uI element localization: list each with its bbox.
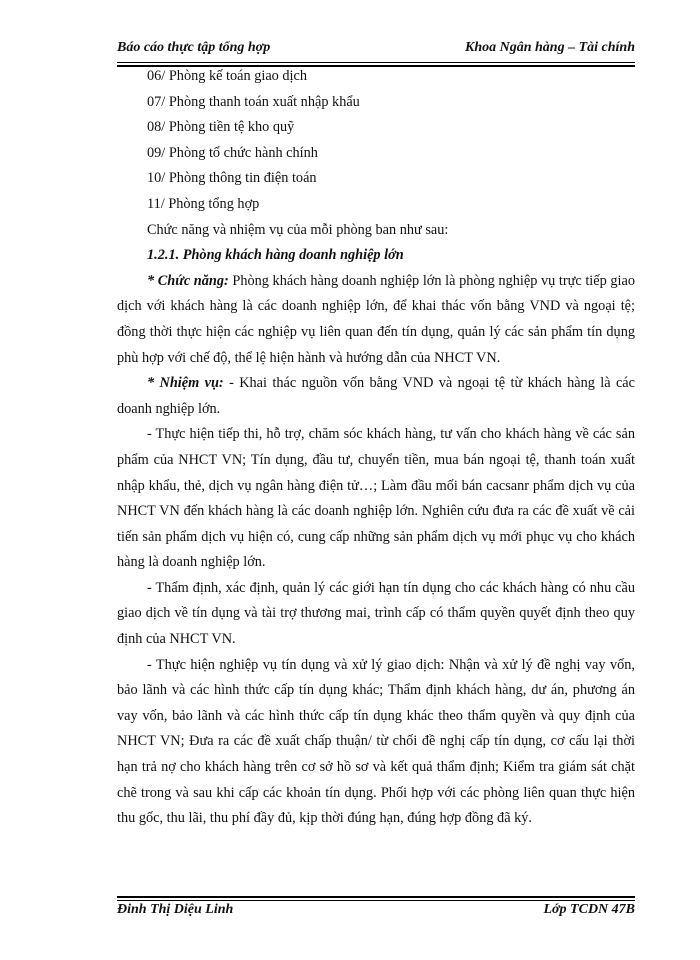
list-item: 07/ Phòng thanh toán xuất nhập khẩu xyxy=(147,93,360,110)
intro-text: Chức năng và nhiệm vụ của mỗi phòng ban như sau: xyxy=(147,221,449,238)
duty-text: - Khai thác nguồn vốn bằng VND và ngoại tệ từ khách hàng là các doanh nghiệp lớn. xyxy=(117,375,636,417)
footer-rule xyxy=(117,896,635,901)
list-item: 10/ Phòng thông tin điện toán xyxy=(147,170,317,187)
body-paragraph: - Thực hiện nghiệp vụ tín dụng và xử lý giao dịch: Nhận và xử lý đề nghị vay vốn, bảo lãnh và các hình thức cấp tín dụng khác; Thẩm định khách hàng, dư án, phương án vay vốn, bảo lãnh và các hình thức cấp tín dụng khác theo thẩm quyền và quy định của NHCT VN; Đưa ra các đề xuất chấp thuận/ từ chối đề nghị cấp tín dụng, cơ cấu lại thời hạn trả nợ cho khách hàng trên cơ sở hồ sơ và kết quả thẩm định; Kiểm tra giám sát chặt chẽ trong và sau khi cấp các khoản tín dụng. Phối hợp với các phòng liên quan thực hiện thu gốc, thu lãi, thu phí đầy đủ, kịp thời đúng hạn, đúng hợp đồng đã ký. xyxy=(117,656,635,827)
document-body xyxy=(117,64,635,832)
function-text: Phòng khách hàng doanh nghiệp lớn là phòng nghiệp vụ trực tiếp giao dịch với khách hàng là các doanh nghiệp lớn, để khai thác vốn bằng VND và ngoại tệ; đồng thời thực hiện các nghiệp vụ liên quan đến tín dụng, quản lý các sản phẩm tín dụng phù hợp với chế độ, thể lệ hiện hành và hướng dẫn của NHCT VN. xyxy=(117,272,636,366)
list-item: 08/ Phòng tiền tệ kho quỹ xyxy=(147,119,295,136)
section-title: 1.2.1. Phòng khách hàng doanh nghiệp lớn xyxy=(147,247,404,264)
header-right-title: Khoa Ngân hàng – Tài chính xyxy=(465,40,635,55)
body-paragraph: - Thẩm định, xác định, quản lý các giới hạn tín dụng cho các khách hàng có nhu cầu giao dịch về tín dụng và tài trợ thương mai, trình cấp có thẩm quyền quyết định theo quy định của NHCT VN. xyxy=(117,579,635,648)
function-paragraph xyxy=(117,269,635,371)
duty-label: * Nhiệm vụ: xyxy=(147,375,224,392)
list-item: 06/ Phòng kế toán giao dịch xyxy=(147,68,308,84)
list-item: 11/ Phòng tổng hợp xyxy=(147,195,260,212)
page-header xyxy=(117,40,635,62)
header-left-title: Báo cáo thực tập tổng hợp xyxy=(117,40,271,55)
footer-class: Lớp TCDN 47B xyxy=(543,902,635,917)
list-item: 09/ Phòng tổ chức hành chính xyxy=(147,144,318,161)
footer-author: Đinh Thị Diệu Linh xyxy=(117,902,234,917)
duty-paragraph xyxy=(117,371,635,422)
body-paragraph: - Thực hiện tiếp thi, hỗ trợ, chăm sóc khách hàng, tư vấn cho khách hàng về các sản phẩm của NHCT VN; Tín dụng, đầu tư, chuyển tiền, mua bán ngoại tệ, thanh toán xuất nhập khẩu, thẻ, dịch vụ ngân hàng điện tử…; Làm đầu mối bán cacsanr phẩm dịch vụ của NHCT VN đến khách hàng là các doanh nghiệp lớn. Nghiên cứu đưa ra các đề xuất về cải tiến sản phẩm dịch vụ hiện có, cung cấp những sản phẩm dịch vụ mới phục vụ cho khách hàng là doanh nghiệp lớn. xyxy=(117,426,635,571)
page-footer xyxy=(117,902,635,924)
function-label: * Chức năng: xyxy=(147,272,229,289)
